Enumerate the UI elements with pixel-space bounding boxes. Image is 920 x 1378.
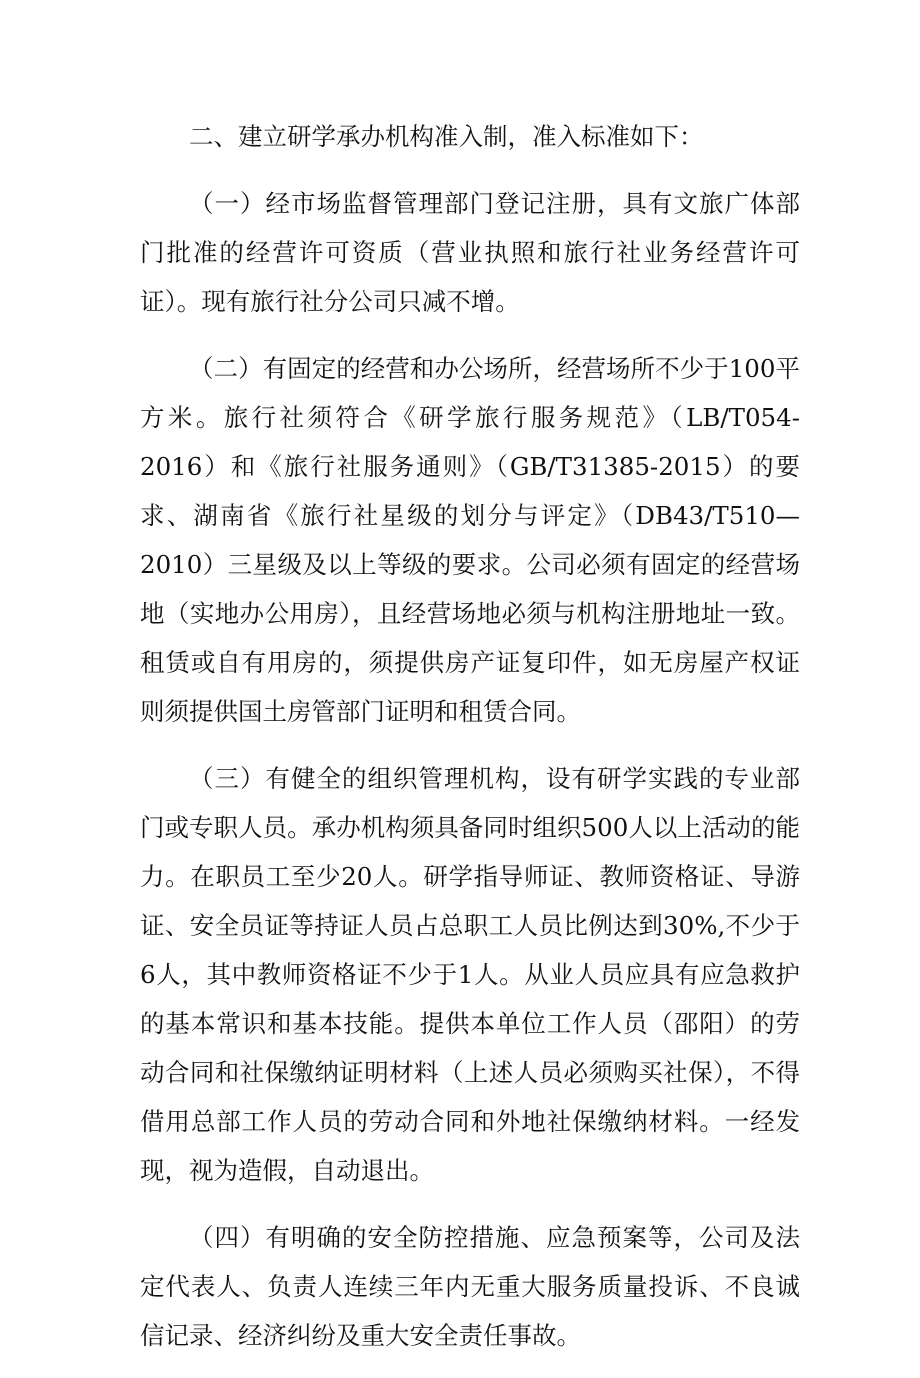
paragraph-item-2: （二）有固定的经营和办公场所，经营场所不少于100平方米。旅行社须符合《研学旅行服务规范》（LB/T054-2016）和《旅行社服务通则》（GB/T31385-2015）的要求、湖南省《旅行社星级的划分与评定》（DB43/T510—2010）三星级及以上等级的要求。公司必须有固定的经营场地（实地办公用房），且经营场地必须与机构注册地址一致。租赁或自有用房的，须提供房产证复印件，如无房屋产权证则须提供国土房管部门证明和租赁合同。 (140, 354, 800, 726)
document-body (140, 112, 800, 1378)
paragraph-item-4: （四）有明确的安全防控措施、应急预案等，公司及法定代表人、负责人连续三年内无重大服务质量投诉、不良诚信记录、经济纠纷及重大安全责任事故。 (140, 1223, 800, 1350)
section-heading: 二、建立研学承办机构准入制，准入标准如下： (189, 122, 704, 151)
paragraph-item-3: （三）有健全的组织管理机构，设有研学实践的专业部门或专职人员。承办机构须具备同时组织500人以上活动的能力。在职员工至少20人。研学指导师证、教师资格证、导游证、安全员证等持证人员占总职工人员比例达到30%,不少于6人，其中教师资格证不少于1人。从业人员应具有应急救护的基本常识和基本技能。提供本单位工作人员（邵阳）的劳动合同和社保缴纳证明材料（上述人员必须购买社保），不得借用总部工作人员的劳动合同和外地社保缴纳材料。一经发现，视为造假，自动退出。 (140, 764, 800, 1185)
paragraph-item-1: （一）经市场监督管理部门登记注册，具有文旅广体部门批准的经营许可资质（营业执照和旅行社业务经营许可证）。现有旅行社分公司只减不增。 (140, 189, 800, 316)
